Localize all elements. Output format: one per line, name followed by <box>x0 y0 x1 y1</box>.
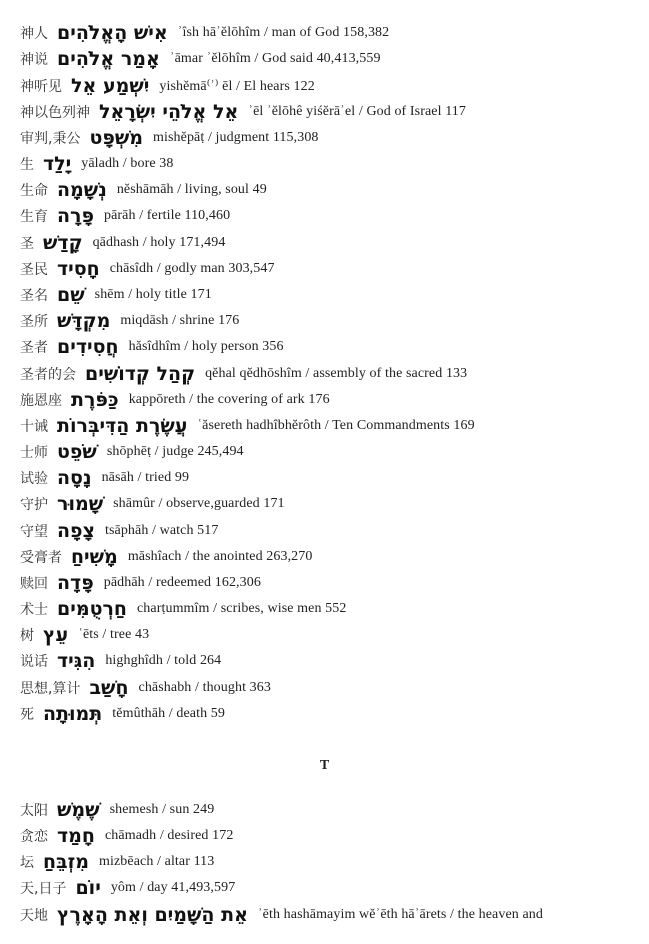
entry-chinese-term: 圣民 <box>20 262 48 278</box>
entry-chinese-term: 天地 <box>20 908 48 924</box>
entry-transliteration-gloss: pādhāh / redeemed 162,306 <box>103 575 261 590</box>
entry <box>20 361 643 387</box>
entry <box>20 151 643 177</box>
entry-chinese-term: 圣者 <box>20 340 48 356</box>
entry-hebrew-word: יִשְׁמַע אֵל <box>71 75 150 97</box>
entry-hebrew-word: אָמַר אֱלֹהִים <box>57 48 160 70</box>
entry <box>20 203 643 229</box>
entry-hebrew-word: צָפָה <box>57 520 95 542</box>
entry-transliteration-gloss: chāmadh / desired 172 <box>104 828 234 843</box>
entry-transliteration-gloss: yāladh / bore 38 <box>81 156 174 171</box>
entry <box>20 413 643 439</box>
entry-hebrew-word: שָׁמוּר <box>57 493 104 515</box>
entry-hebrew-word: עֵץ <box>43 624 69 646</box>
entry-transliteration-gloss: nāsāh / tried 99 <box>101 470 190 485</box>
entry <box>20 849 643 875</box>
entry-hebrew-word: מִקְדָּשׁ <box>57 310 111 332</box>
entry <box>20 622 643 648</box>
entry-hebrew-word: פָּרָה <box>57 205 94 227</box>
entry-chinese-term: 天,日子 <box>20 881 67 897</box>
entry-transliteration-gloss: charṭummîm / scribes, wise men 552 <box>136 601 347 616</box>
entry-hebrew-word: מָשִׁיחַ <box>71 546 118 568</box>
entry-chinese-term: 神说 <box>20 52 48 68</box>
entry-hebrew-word: חָסִיד <box>57 258 100 280</box>
entry-transliteration-gloss: qādhash / holy 171,494 <box>92 235 226 250</box>
entry-hebrew-word: שֹׁפֵט <box>57 441 97 463</box>
entry <box>20 823 643 849</box>
entry-chinese-term: 神听见 <box>20 79 62 95</box>
entry-chinese-term: 太阳 <box>20 803 48 819</box>
entry <box>20 465 643 491</box>
entry-transliteration-gloss: yôm / day 41,493,597 <box>110 880 236 895</box>
entry <box>20 334 643 360</box>
entry-chinese-term: 受膏者 <box>20 550 62 566</box>
entry-transliteration-gloss: kappōreth / the covering of ark 176 <box>128 392 330 407</box>
entry <box>20 570 643 596</box>
entry-transliteration-gloss: ʿēts / tree 43 <box>78 627 150 642</box>
entry-chinese-term: 神以色列神 <box>20 105 90 121</box>
entry <box>20 73 643 99</box>
entry-hebrew-word: תְּמוּתָה <box>43 703 103 725</box>
entry-chinese-term: 贪恋 <box>20 829 48 845</box>
entry-hebrew-word: חֲסִידִים <box>57 336 119 358</box>
entry <box>20 596 643 622</box>
entry <box>20 648 643 674</box>
entry-chinese-term: 守护 <box>20 497 48 513</box>
entry <box>20 544 643 570</box>
entry <box>20 387 643 413</box>
entry-chinese-term: 十诫 <box>20 419 48 435</box>
entry-transliteration-gloss: highghîdh / told 264 <box>105 653 222 668</box>
entry-transliteration-gloss: mizbēach / altar 113 <box>99 854 215 869</box>
entry <box>20 256 643 282</box>
entry <box>20 282 643 308</box>
entry-chinese-term: 审判,秉公 <box>20 131 81 147</box>
entry <box>20 46 643 72</box>
entry <box>20 20 643 46</box>
entry-transliteration-gloss: chāsîdh / godly man 303,547 <box>109 261 275 276</box>
entry-hebrew-word: חַרְטֻמִּים <box>57 598 127 620</box>
entry <box>20 230 643 256</box>
entry <box>20 125 643 151</box>
entry-hebrew-word: קָדַשׁ <box>43 232 83 254</box>
entry-chinese-term: 圣者的会 <box>20 367 76 383</box>
entry-transliteration-gloss: nĕshāmāh / living, soul 49 <box>116 182 267 197</box>
entry <box>20 439 643 465</box>
entry-transliteration-gloss: ʾāmar ʾĕlōhîm / God said 40,413,559 <box>169 51 381 66</box>
entry-transliteration-gloss: pārāh / fertile 110,460 <box>104 208 231 223</box>
entry-transliteration-gloss: miqdāsh / shrine 176 <box>120 313 240 328</box>
entry-hebrew-word: הִגִּיד <box>57 650 96 672</box>
entry <box>20 797 643 823</box>
entry-hebrew-word: נָסָה <box>57 467 92 489</box>
entry-chinese-term: 圣 <box>20 236 34 252</box>
entry-hebrew-word: חָשַׁב <box>89 677 129 699</box>
entry-chinese-term: 说话 <box>20 654 48 670</box>
entry-chinese-term: 神人 <box>20 26 48 42</box>
entry-transliteration-gloss: ʾîsh hāʾĕlōhîm / man of God 158,382 <box>177 25 390 40</box>
entry-transliteration-gloss: shōphēṭ / judge 245,494 <box>106 444 244 459</box>
entry <box>20 99 643 125</box>
entry-hebrew-word: שֵׁם <box>57 284 85 306</box>
entry-hebrew-word: חָמַד <box>57 825 95 847</box>
entry-hebrew-word: מִשְׁפָּט <box>89 127 144 149</box>
entry-chinese-term: 生育 <box>20 209 48 225</box>
entry-chinese-term: 施恩座 <box>20 393 62 409</box>
entry <box>20 701 643 727</box>
entry-transliteration-gloss: hăsîdhîm / holy person 356 <box>128 339 284 354</box>
entry-chinese-term: 圣所 <box>20 314 48 330</box>
entry-hebrew-word: שֶׁמֶשׁ <box>57 799 100 821</box>
entry-hebrew-word: אֵל אֱלֹהֵי יִשְׂרָאֵל <box>99 101 239 123</box>
entry <box>20 491 643 517</box>
entry-hebrew-word: אֵת הַשָּׁמַיִם וְאֵת הָאָרֶץ <box>57 904 248 926</box>
entry-transliteration-gloss: qĕhal qĕdhōshîm / assembly of the sacred 133 <box>205 366 468 381</box>
entry-hebrew-word: יוֹם <box>75 877 101 899</box>
entry-chinese-term: 试验 <box>20 471 48 487</box>
entry-chinese-term: 术士 <box>20 602 48 618</box>
section-heading-letter: T <box>319 758 330 773</box>
entry <box>20 518 643 544</box>
entry-chinese-term: 士师 <box>20 445 48 461</box>
entry-chinese-term: 赎回 <box>20 576 48 592</box>
entry <box>20 675 643 701</box>
entry-chinese-term: 生 <box>20 157 34 173</box>
entry-chinese-term: 思想,算计 <box>20 681 81 697</box>
entry-transliteration-gloss: shēm / holy title 171 <box>94 287 212 302</box>
entry-hebrew-word: נְשָׁמָה <box>57 179 107 201</box>
entry-transliteration-gloss: chāshabh / thought 363 <box>138 680 271 695</box>
entry-chinese-term: 圣名 <box>20 288 48 304</box>
entry-hebrew-word: כַּפֹּרֶת <box>71 389 119 411</box>
entry-transliteration-gloss: tsāphāh / watch 517 <box>104 523 219 538</box>
entry <box>20 902 643 928</box>
entry-transliteration-gloss: tĕmûthāh / death 59 <box>112 706 226 721</box>
entry-transliteration-gloss: shāmûr / observe,guarded 171 <box>113 496 285 511</box>
entry-transliteration-gloss: shemesh / sun 249 <box>109 802 215 817</box>
entry <box>20 875 643 901</box>
entry-hebrew-word: אִישׁ הָאֱלֹהִים <box>57 22 168 44</box>
entry-chinese-term: 生命 <box>20 183 48 199</box>
entry-transliteration-gloss: ʿăsereth hadhîbhĕrôth / Ten Commandments 169 <box>197 418 475 433</box>
entry-hebrew-word: יָלַד <box>43 153 72 175</box>
entry-transliteration-gloss: ʾēth hashāmayim wĕʾēth hāʾārets / the heaven and <box>257 907 543 922</box>
entry-transliteration-gloss: ʾēl ʾĕlōhê yiśĕrāʾel / God of Israel 117 <box>248 104 466 119</box>
entry-chinese-term: 守望 <box>20 524 48 540</box>
entry-transliteration-gloss: māshîach / the anointed 263,270 <box>127 549 313 564</box>
entry-hebrew-word: עֲשֶׂרֶת הַדִּיבְּרוֹת <box>57 415 188 437</box>
entry <box>20 308 643 334</box>
entry-transliteration-gloss: yishĕmā⁽ʾ⁾ ēl / El hears 122 <box>159 78 315 94</box>
entry-chinese-term: 坛 <box>20 855 34 871</box>
entry-hebrew-word: פָּדָה <box>57 572 94 594</box>
entry-chinese-term: 树 <box>20 628 34 644</box>
entry-transliteration-gloss: mishĕpāṭ / judgment 115,308 <box>153 130 319 145</box>
entry-hebrew-word: קְהַל קְדוֹשִׁים <box>85 363 196 385</box>
entry-hebrew-word: מִזְבֵּחַ <box>43 851 89 873</box>
entry-chinese-term: 死 <box>20 707 34 723</box>
entry <box>20 177 643 203</box>
